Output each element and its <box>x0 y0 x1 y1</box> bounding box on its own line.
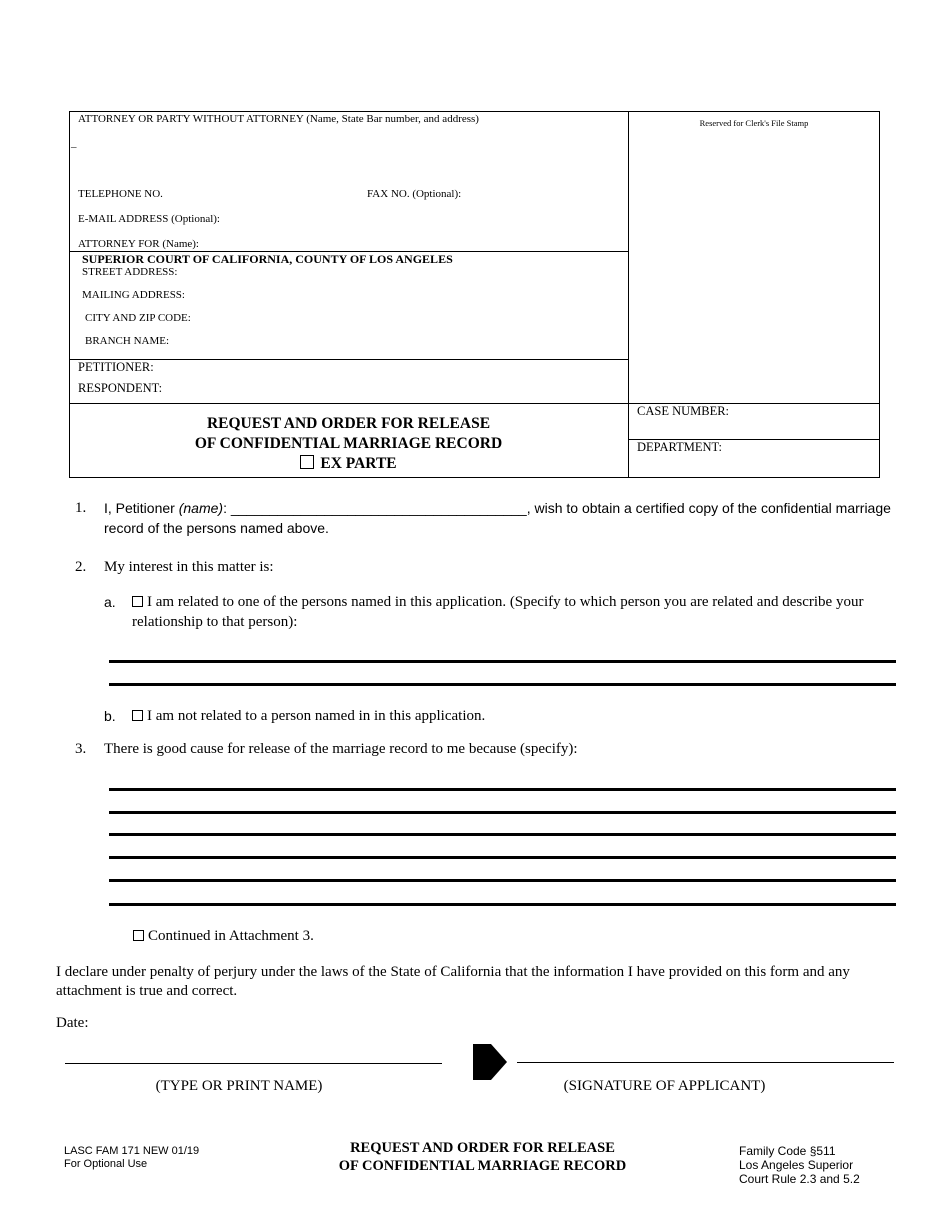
signature-line[interactable] <box>517 1062 894 1063</box>
item1-name-label: (name) <box>178 500 224 516</box>
item3-answer-line-2[interactable] <box>109 811 896 814</box>
item1-prefix: I, Petitioner <box>104 500 179 516</box>
signature-arrow-icon <box>473 1044 507 1080</box>
city-zip-label: CITY AND ZIP CODE: <box>85 312 191 324</box>
item2b-checkbox[interactable] <box>132 710 143 721</box>
date-label: Date: <box>56 1015 89 1031</box>
attorney-label: ATTORNEY OR PARTY WITHOUT ATTORNEY (Name, State Bar number, and address) <box>78 113 479 125</box>
caption-divider <box>628 111 629 478</box>
item2a-checkbox[interactable] <box>132 596 143 607</box>
footer-form-info <box>64 1145 199 1171</box>
form-title <box>69 414 628 474</box>
clerk-stamp-label: Reserved for Clerk's File Stamp <box>699 118 809 128</box>
print-name-caption: (TYPE OR PRINT NAME) <box>155 1078 323 1094</box>
title-section-top-line <box>69 403 880 404</box>
telephone-label: TELEPHONE NO. <box>78 188 163 200</box>
item2a-letter: a. <box>104 594 116 610</box>
item2a-text-line1: I am related to one of the persons named in this application. (Specify to which person you are related and describe your <box>147 594 864 610</box>
street-address-label: STREET ADDRESS: <box>82 266 178 278</box>
footer-title-line1: REQUEST AND ORDER FOR RELEASE <box>350 1140 615 1156</box>
fax-label: FAX NO. (Optional): <box>367 188 462 200</box>
form-title-line1: REQUEST AND ORDER FOR RELEASE <box>206 415 491 432</box>
item3-text: There is good cause for release of the marriage record to me because (specify): <box>104 741 578 757</box>
footer-title <box>300 1139 665 1175</box>
item2a-answer-line-2[interactable] <box>109 683 896 686</box>
ex-parte-checkbox[interactable] <box>300 455 314 469</box>
item3-answer-line-6[interactable] <box>109 903 896 906</box>
footer-title-line2: OF CONFIDENTIAL MARRIAGE RECORD <box>338 1158 627 1174</box>
court-name: SUPERIOR COURT OF CALIFORNIA, COUNTY OF LOS ANGELES <box>82 252 453 266</box>
citation-court-rule: Court Rule 2.3 and 5.2 <box>739 1172 860 1186</box>
citation-la-superior: Los Angeles Superior <box>739 1158 854 1172</box>
form-id: LASC FAM 171 NEW 01/19 <box>64 1145 200 1157</box>
item3-answer-line-4[interactable] <box>109 856 896 859</box>
ex-parte-option[interactable] <box>69 454 628 474</box>
citation-family-code: Family Code §511 <box>739 1144 836 1158</box>
item2a-text <box>132 592 902 612</box>
item2b-letter: b. <box>104 708 116 724</box>
print-name-line[interactable] <box>65 1063 442 1064</box>
mailing-address-label: MAILING ADDRESS: <box>82 289 185 301</box>
continued-label: Continued in Attachment 3. <box>148 928 314 944</box>
item3-answer-line-3[interactable] <box>109 833 896 836</box>
item2-number: 2. <box>75 559 87 575</box>
signature-caption: (SIGNATURE OF APPLICANT) <box>563 1078 766 1094</box>
optional-use: For Optional Use <box>64 1158 148 1170</box>
case-number-label: CASE NUMBER: <box>637 404 730 418</box>
item3-answer-line-5[interactable] <box>109 879 896 882</box>
attorney-for-label: ATTORNEY FOR (Name): <box>78 238 199 250</box>
item2b-label: I am not related to a person named in in this application. <box>147 708 486 724</box>
item1-line2: record of the persons named above. <box>104 520 329 536</box>
footer-citations <box>739 1144 860 1186</box>
form-title-line2: OF CONFIDENTIAL MARRIAGE RECORD <box>194 435 503 452</box>
ex-parte-label: EX PARTE <box>320 455 397 472</box>
item2a-text-line2: relationship to that person): <box>132 614 298 630</box>
petitioner-label: PETITIONER: <box>78 360 154 374</box>
attorney-value[interactable]: _ <box>71 137 77 149</box>
item3-number: 3. <box>75 741 87 757</box>
continued-attachment <box>133 926 314 946</box>
email-label: E-MAIL ADDRESS (Optional): <box>78 213 220 225</box>
branch-name-label: BRANCH NAME: <box>85 335 170 347</box>
declaration-line1: I declare under penalty of perjury under the laws of the State of California that the information I have provided on this form and any <box>56 964 850 980</box>
item2a-answer-line-1[interactable] <box>109 660 896 663</box>
item1-suffix: , wish to obtain a certified copy of the confidential marriage <box>526 500 891 516</box>
item2-text: My interest in this matter is: <box>104 559 274 575</box>
respondent-label: RESPONDENT: <box>78 381 163 395</box>
petitioner-name-field[interactable]: : ______________________________________ <box>223 500 527 516</box>
continued-checkbox[interactable] <box>133 930 144 941</box>
declaration-line2: attachment is true and correct. <box>56 983 238 999</box>
item1-text <box>104 498 891 518</box>
item2b-text <box>132 706 485 726</box>
item3-answer-line-1[interactable] <box>109 788 896 791</box>
item1-number: 1. <box>75 500 87 516</box>
department-label: DEPARTMENT: <box>637 440 722 454</box>
